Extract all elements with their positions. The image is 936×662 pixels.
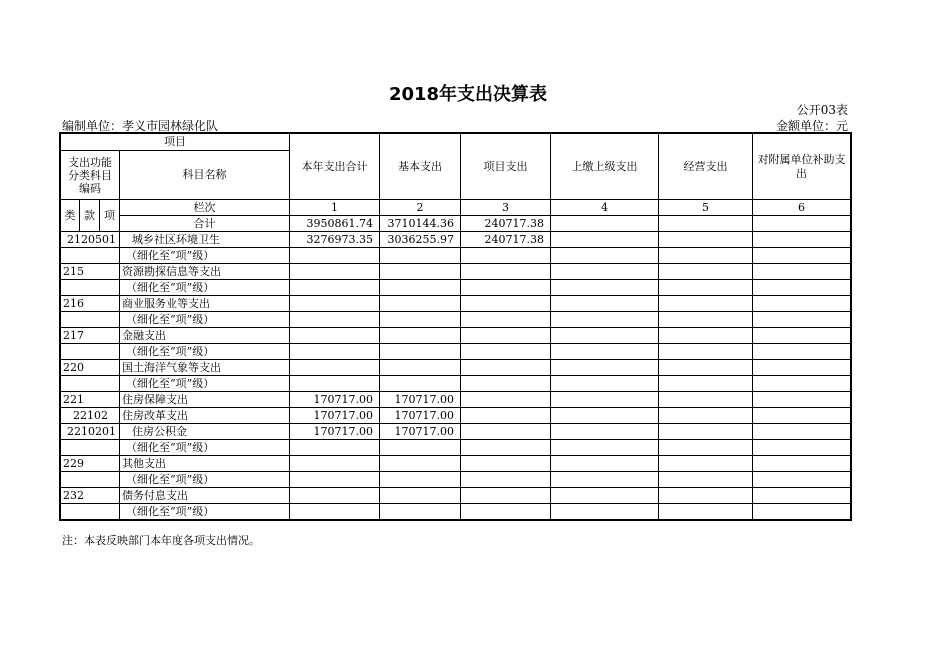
amount-unit: 金额单位：元 (775, 119, 848, 133)
col-num: 5 (659, 200, 753, 216)
row-code (61, 472, 120, 488)
cell-total (290, 504, 380, 520)
table-note: 注：本表反映部门本年度各项支出情况。 (62, 534, 260, 547)
cell-basic: 170717.00 (380, 408, 461, 424)
cell-upper (551, 312, 659, 328)
cell-subsidy (753, 424, 851, 440)
row-code: 216 (61, 296, 120, 312)
row-name: 城乡社区环境卫生 (120, 232, 290, 248)
table-row (61, 248, 851, 264)
cell-business (659, 312, 753, 328)
cell-total (290, 328, 380, 344)
cell-total (290, 360, 380, 376)
cell-subsidy (753, 392, 851, 408)
table-row (61, 216, 851, 232)
row-code (61, 504, 120, 520)
row-name: （细化至“项”级） (120, 344, 290, 360)
cell-subsidy (753, 312, 851, 328)
cell-project (461, 248, 551, 264)
cell-subsidy (753, 248, 851, 264)
cell-basic (380, 376, 461, 392)
row-name: 住房公积金 (120, 424, 290, 440)
cell-upper (551, 424, 659, 440)
cell-subsidy (753, 280, 851, 296)
cell-total: 3276973.35 (290, 232, 380, 248)
cell-business (659, 344, 753, 360)
cell-project (461, 280, 551, 296)
cell-upper (551, 488, 659, 504)
row-name: 住房改革支出 (120, 408, 290, 424)
cell-upper (551, 264, 659, 280)
header-xiang: 项 (100, 200, 120, 232)
cell-upper (551, 296, 659, 312)
cell-upper (551, 392, 659, 408)
cell-project: 240717.38 (461, 232, 551, 248)
cell-subsidy (753, 344, 851, 360)
row-code: 232 (61, 488, 120, 504)
cell-total (290, 312, 380, 328)
table-row (61, 408, 851, 424)
cell-basic (380, 248, 461, 264)
row-name: 商业服务业等支出 (120, 296, 290, 312)
cell-basic (380, 312, 461, 328)
cell-subsidy (753, 232, 851, 248)
header-subject-name: 科目名称 (120, 151, 290, 200)
cell-upper (551, 440, 659, 456)
cell-project (461, 392, 551, 408)
cell-project (461, 440, 551, 456)
row-code (61, 376, 120, 392)
cell-basic: 170717.00 (380, 392, 461, 408)
cell-total (290, 376, 380, 392)
cell-business (659, 488, 753, 504)
cell-basic (380, 456, 461, 472)
row-code: 220 (61, 360, 120, 376)
cell-basic: 3710144.36 (380, 216, 461, 232)
row-name: （细化至“项”级） (120, 472, 290, 488)
row-code: 229 (61, 456, 120, 472)
cell-business (659, 360, 753, 376)
cell-basic (380, 264, 461, 280)
cell-business (659, 408, 753, 424)
cell-subsidy (753, 328, 851, 344)
header-project: 项目 (61, 134, 290, 151)
row-code: 217 (61, 328, 120, 344)
cell-project (461, 408, 551, 424)
row-code: 221 (61, 392, 120, 408)
cell-subsidy (753, 216, 851, 232)
cell-basic (380, 280, 461, 296)
table-row (61, 504, 851, 520)
row-name: 债务付息支出 (120, 488, 290, 504)
cell-basic (380, 344, 461, 360)
header-total: 本年支出合计 (290, 134, 380, 200)
table-row (61, 440, 851, 456)
cell-total (290, 440, 380, 456)
cell-basic (380, 504, 461, 520)
row-name: （细化至“项”级） (120, 280, 290, 296)
row-code (61, 248, 120, 264)
table-row (61, 376, 851, 392)
row-code: 2120501 (61, 232, 120, 248)
cell-basic: 3036255.97 (380, 232, 461, 248)
cell-basic (380, 440, 461, 456)
table-row (61, 360, 851, 376)
row-name: （细化至“项”级） (120, 376, 290, 392)
cell-business (659, 376, 753, 392)
table-row (61, 312, 851, 328)
cell-subsidy (753, 488, 851, 504)
cell-total (290, 456, 380, 472)
cell-subsidy (753, 472, 851, 488)
cell-upper (551, 248, 659, 264)
col-num: 1 (290, 200, 380, 216)
row-code: 215 (61, 264, 120, 280)
cell-business (659, 328, 753, 344)
header-lanci: 栏次 (120, 200, 290, 216)
cell-business (659, 296, 753, 312)
cell-subsidy (753, 296, 851, 312)
cell-basic (380, 472, 461, 488)
cell-total (290, 296, 380, 312)
table-row (61, 392, 851, 408)
row-name: 其他支出 (120, 456, 290, 472)
cell-project (461, 264, 551, 280)
cell-total: 170717.00 (290, 424, 380, 440)
table-row (61, 344, 851, 360)
cell-upper (551, 472, 659, 488)
row-code: 2210201 (61, 424, 120, 440)
header-basic: 基本支出 (380, 134, 461, 200)
table-row (61, 232, 851, 248)
cell-business (659, 248, 753, 264)
table-code: 公开03表 (796, 103, 848, 117)
cell-basic (380, 296, 461, 312)
header-project-expense: 项目支出 (461, 134, 551, 200)
cell-upper (551, 376, 659, 392)
cell-subsidy (753, 360, 851, 376)
cell-total (290, 344, 380, 360)
header-business: 经营支出 (659, 134, 753, 200)
cell-upper (551, 232, 659, 248)
cell-project (461, 504, 551, 520)
row-name: 住房保障支出 (120, 392, 290, 408)
cell-business (659, 216, 753, 232)
cell-project (461, 472, 551, 488)
cell-upper (551, 216, 659, 232)
row-name: 资源勘探信息等支出 (120, 264, 290, 280)
cell-business (659, 472, 753, 488)
cell-total (290, 264, 380, 280)
col-num: 3 (461, 200, 551, 216)
cell-upper (551, 280, 659, 296)
cell-business (659, 232, 753, 248)
cell-total: 3950861.74 (290, 216, 380, 232)
cell-total (290, 472, 380, 488)
cell-total (290, 280, 380, 296)
cell-business (659, 264, 753, 280)
cell-project (461, 456, 551, 472)
row-code (61, 344, 120, 360)
row-name: 合计 (120, 216, 290, 232)
table-row (61, 296, 851, 312)
row-name: （细化至“项”级） (120, 248, 290, 264)
cell-project (461, 488, 551, 504)
page-title: 2018年支出决算表 (388, 84, 548, 105)
header-upper: 上缴上级支出 (551, 134, 659, 200)
cell-business (659, 392, 753, 408)
cell-upper (551, 408, 659, 424)
row-name: 金融支出 (120, 328, 290, 344)
cell-subsidy (753, 264, 851, 280)
cell-subsidy (753, 376, 851, 392)
row-code (61, 440, 120, 456)
col-num: 4 (551, 200, 659, 216)
cell-total: 170717.00 (290, 408, 380, 424)
cell-upper (551, 456, 659, 472)
row-code (61, 280, 120, 296)
cell-upper (551, 328, 659, 344)
cell-basic: 170717.00 (380, 424, 461, 440)
cell-upper (551, 344, 659, 360)
row-name: （细化至“项”级） (120, 440, 290, 456)
cell-basic (380, 360, 461, 376)
cell-project: 240717.38 (461, 216, 551, 232)
cell-business (659, 456, 753, 472)
cell-upper (551, 504, 659, 520)
col-num: 2 (380, 200, 461, 216)
cell-project (461, 312, 551, 328)
table-row (61, 488, 851, 504)
cell-business (659, 280, 753, 296)
cell-total: 170717.00 (290, 392, 380, 408)
cell-basic (380, 328, 461, 344)
table-row (61, 264, 851, 280)
cell-upper (551, 360, 659, 376)
cell-project (461, 376, 551, 392)
cell-basic (380, 488, 461, 504)
table-row (61, 328, 851, 344)
table-row (61, 472, 851, 488)
table-row (61, 456, 851, 472)
header-subsidy: 对附属单位补助支出 (753, 134, 851, 200)
header-lei: 类 (61, 200, 80, 232)
row-code: 22102 (61, 408, 120, 424)
cell-total (290, 248, 380, 264)
cell-total (290, 488, 380, 504)
cell-project (461, 296, 551, 312)
compiling-unit: 编制单位：孝义市园林绿化队 (62, 119, 219, 133)
table-row (61, 424, 851, 440)
cell-project (461, 360, 551, 376)
header-func-code: 支出功能分类科目编码 (61, 151, 120, 200)
cell-business (659, 424, 753, 440)
row-code (61, 312, 120, 328)
cell-business (659, 504, 753, 520)
header-kuan: 款 (80, 200, 100, 232)
row-name: （细化至“项”级） (120, 504, 290, 520)
cell-project (461, 328, 551, 344)
cell-business (659, 440, 753, 456)
cell-project (461, 344, 551, 360)
cell-subsidy (753, 408, 851, 424)
col-num: 6 (753, 200, 851, 216)
cell-subsidy (753, 504, 851, 520)
cell-project (461, 424, 551, 440)
table-row (61, 280, 851, 296)
expenditure-table (60, 133, 851, 520)
cell-subsidy (753, 456, 851, 472)
cell-subsidy (753, 440, 851, 456)
row-name: 国土海洋气象等支出 (120, 360, 290, 376)
row-name: （细化至“项”级） (120, 312, 290, 328)
